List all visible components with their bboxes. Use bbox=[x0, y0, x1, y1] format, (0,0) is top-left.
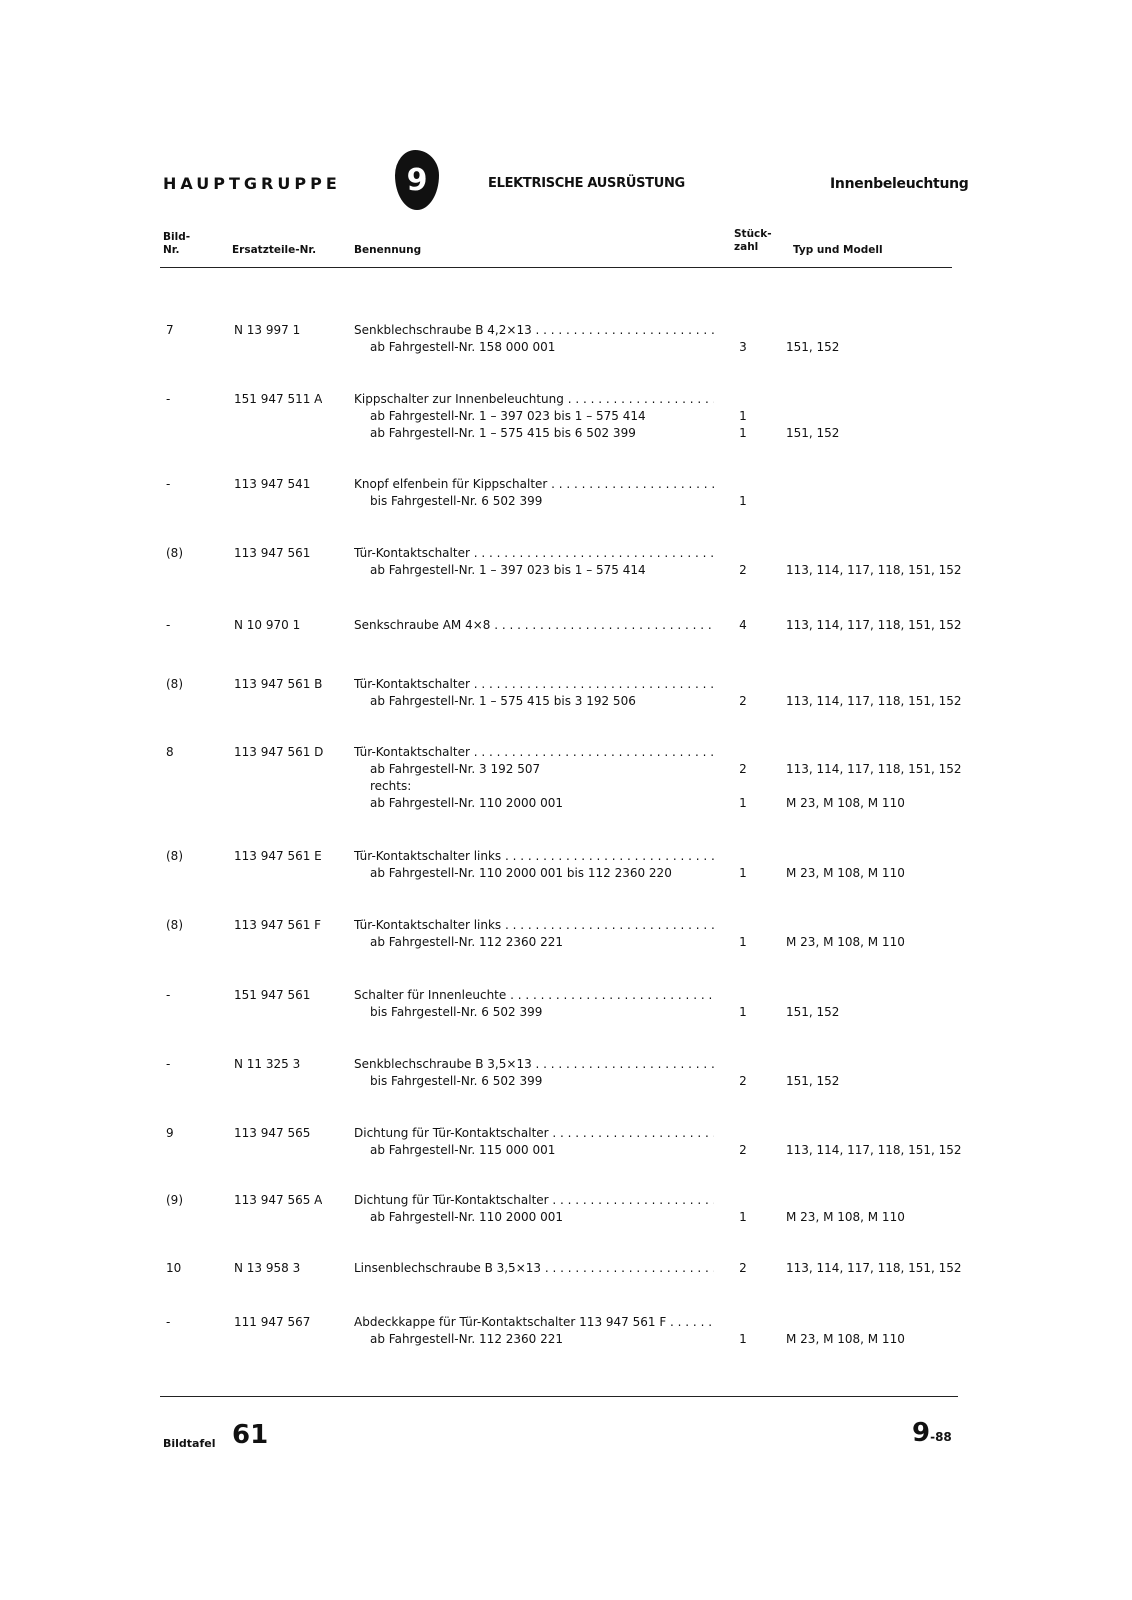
row-description-title: Tür-Kontaktschalter links . . . bbox=[354, 848, 714, 865]
row-quantity bbox=[736, 1314, 750, 1348]
row-bild-nr: 8 bbox=[166, 745, 174, 759]
row-description bbox=[354, 322, 714, 356]
row-description bbox=[354, 476, 714, 510]
row-models-value: M 23, M 108, M 110 bbox=[786, 1332, 905, 1346]
row-models-value: M 23, M 108, M 110 bbox=[786, 935, 905, 949]
row-quantity-value bbox=[736, 1314, 750, 1331]
col-header-stueck-line2: zahl bbox=[734, 241, 759, 253]
row-quantity bbox=[736, 676, 750, 710]
row-description bbox=[354, 917, 714, 951]
row-models-value: M 23, M 108, M 110 bbox=[786, 1210, 905, 1224]
row-quantity-value bbox=[736, 322, 750, 339]
row-models bbox=[786, 1192, 905, 1226]
row-description-detail: ab Fahrgestell-Nr. 158 000 001 bbox=[370, 340, 556, 354]
row-description bbox=[354, 545, 714, 579]
row-description-detail: ab Fahrgestell-Nr. 112 2360 221 bbox=[370, 1332, 564, 1346]
row-models-value: 113, 114, 117, 118, 151, 152 bbox=[786, 694, 962, 708]
row-models bbox=[786, 1056, 839, 1090]
row-models bbox=[786, 744, 962, 812]
row-description-detail: ab Fahrgestell-Nr. 110 2000 001 bbox=[370, 796, 564, 810]
row-description bbox=[354, 1314, 714, 1348]
row-quantity bbox=[736, 545, 750, 579]
row-quantity bbox=[736, 1056, 750, 1090]
row-bild-nr: - bbox=[166, 988, 171, 1002]
row-quantity-value: 1 bbox=[739, 1210, 747, 1224]
row-quantity-value bbox=[736, 476, 750, 493]
row-models-value bbox=[786, 391, 839, 408]
row-quantity-value: 2 bbox=[739, 1143, 747, 1157]
plate-label: Bildtafel bbox=[163, 1437, 216, 1450]
row-description-detail: bis Fahrgestell-Nr. 6 502 399 bbox=[370, 1074, 543, 1088]
row-models bbox=[786, 1314, 905, 1348]
row-description-title: Abdeckkappe für Tür-Kontaktschalter 113 947 561 F . . . bbox=[354, 1314, 714, 1331]
row-bild-nr: (8) bbox=[166, 546, 183, 560]
row-quantity bbox=[736, 1192, 750, 1226]
row-quantity-value bbox=[736, 1125, 750, 1142]
row-quantity-value bbox=[736, 987, 750, 1004]
row-description-title: Linsenblechschraube B 3,5×13 . . . bbox=[354, 1260, 714, 1277]
row-models-value: 113, 114, 117, 118, 151, 152 bbox=[786, 563, 962, 577]
row-bild-nr: (9) bbox=[166, 1193, 183, 1207]
row-models-value bbox=[786, 1125, 962, 1142]
footer-divider bbox=[160, 1396, 958, 1397]
row-description-title: Senkblechschraube B 3,5×13 . . . bbox=[354, 1056, 714, 1073]
row-models-value bbox=[786, 676, 962, 693]
row-quantity-value bbox=[736, 744, 750, 761]
row-description-title: Knopf elfenbein für Kippschalter . . . bbox=[354, 476, 714, 493]
row-quantity bbox=[736, 917, 750, 951]
row-description bbox=[354, 676, 714, 710]
row-quantity bbox=[736, 987, 750, 1021]
row-models bbox=[786, 322, 839, 356]
row-models-value bbox=[786, 408, 839, 425]
row-models-value: 113, 114, 117, 118, 151, 152 bbox=[786, 1261, 962, 1275]
row-quantity bbox=[736, 744, 750, 812]
row-models bbox=[786, 545, 962, 579]
row-models bbox=[786, 987, 839, 1021]
row-quantity-value: 2 bbox=[739, 694, 747, 708]
row-bild-nr: - bbox=[166, 618, 171, 632]
row-quantity-value bbox=[736, 676, 750, 693]
row-part-number: 151 947 511 A bbox=[234, 392, 323, 406]
col-header-stueck bbox=[734, 228, 772, 254]
row-description-title: Dichtung für Tür-Kontaktschalter . . . bbox=[354, 1125, 714, 1142]
row-part-number: 113 947 565 bbox=[234, 1126, 311, 1140]
row-part-number: 113 947 541 bbox=[234, 477, 311, 491]
row-part-number: N 11 325 3 bbox=[234, 1057, 301, 1071]
row-quantity-value: 2 bbox=[739, 1261, 747, 1275]
col-header-benennung: Benennung bbox=[354, 244, 422, 256]
row-part-number: 113 947 561 E bbox=[234, 849, 322, 863]
row-models-value: 151, 152 bbox=[786, 1005, 840, 1019]
plate-number: 61 bbox=[232, 1420, 269, 1450]
row-quantity-value: 1 bbox=[739, 1332, 747, 1346]
row-models bbox=[786, 617, 962, 634]
page-number-sub: -88 bbox=[930, 1430, 952, 1444]
row-bild-nr: - bbox=[166, 1057, 171, 1071]
row-models-value bbox=[786, 545, 962, 562]
row-models-value: M 23, M 108, M 110 bbox=[786, 866, 905, 880]
row-quantity-value: 2 bbox=[739, 762, 747, 776]
row-bild-nr: (8) bbox=[166, 677, 183, 691]
page-number bbox=[912, 1418, 952, 1448]
row-quantity-value: 1 bbox=[739, 494, 747, 508]
section-title: ELEKTRISCHE AUSRÜSTUNG bbox=[488, 176, 685, 191]
row-quantity-value bbox=[736, 917, 750, 934]
row-bild-nr: 10 bbox=[166, 1261, 182, 1275]
row-models bbox=[786, 676, 962, 710]
row-models-value: M 23, M 108, M 110 bbox=[786, 796, 905, 810]
row-quantity-value bbox=[736, 391, 750, 408]
row-description-title: Tür-Kontaktschalter . . . bbox=[354, 545, 714, 562]
row-bild-nr: - bbox=[166, 392, 171, 406]
row-description-title: Schalter für Innenleuchte . . . bbox=[354, 987, 714, 1004]
row-part-number: 113 947 561 F bbox=[234, 918, 322, 932]
row-models-value bbox=[786, 322, 839, 339]
row-models-value bbox=[786, 778, 962, 795]
row-quantity-value bbox=[736, 545, 750, 562]
row-description-detail: bis Fahrgestell-Nr. 6 502 399 bbox=[370, 494, 543, 508]
row-description bbox=[354, 391, 714, 442]
row-part-number: 151 947 561 bbox=[234, 988, 311, 1002]
row-quantity-value bbox=[736, 1056, 750, 1073]
row-part-number: 113 947 561 D bbox=[234, 745, 324, 759]
row-description-title: Tür-Kontaktschalter . . . bbox=[354, 744, 714, 761]
row-bild-nr: 9 bbox=[166, 1126, 174, 1140]
row-description bbox=[354, 987, 714, 1021]
row-part-number: 111 947 567 bbox=[234, 1315, 311, 1329]
row-description-detail: ab Fahrgestell-Nr. 1 – 397 023 bis 1 – 575 414 bbox=[370, 409, 646, 423]
row-bild-nr: 7 bbox=[166, 323, 174, 337]
row-description bbox=[354, 744, 714, 812]
page-number-main: 9 bbox=[912, 1418, 931, 1448]
row-quantity-value: 4 bbox=[739, 618, 747, 632]
row-models bbox=[786, 1260, 962, 1277]
row-quantity-value bbox=[736, 778, 750, 795]
row-quantity bbox=[736, 1125, 750, 1159]
row-quantity-value: 2 bbox=[739, 1074, 747, 1088]
row-quantity-value: 1 bbox=[739, 426, 747, 440]
row-description-detail: rechts: bbox=[370, 779, 412, 793]
col-header-bild-line2: Nr. bbox=[163, 244, 180, 256]
row-bild-nr: (8) bbox=[166, 849, 183, 863]
row-quantity-value: 1 bbox=[739, 409, 747, 423]
row-quantity bbox=[736, 322, 750, 356]
row-models bbox=[786, 391, 839, 442]
row-models-value: 113, 114, 117, 118, 151, 152 bbox=[786, 1143, 962, 1157]
row-part-number: 113 947 561 bbox=[234, 546, 311, 560]
row-quantity bbox=[736, 391, 750, 442]
row-bild-nr: - bbox=[166, 477, 171, 491]
row-models-value: 151, 152 bbox=[786, 1074, 840, 1088]
row-bild-nr: (8) bbox=[166, 918, 183, 932]
row-quantity-value: 2 bbox=[739, 563, 747, 577]
col-header-ersatz: Ersatzteile-Nr. bbox=[232, 244, 317, 256]
row-models bbox=[786, 917, 905, 951]
row-description-detail: ab Fahrgestell-Nr. 115 000 001 bbox=[370, 1143, 556, 1157]
group-label: HAUPTGRUPPE bbox=[163, 174, 341, 193]
row-quantity bbox=[736, 617, 750, 634]
row-part-number: N 13 997 1 bbox=[234, 323, 301, 337]
row-part-number: 113 947 561 B bbox=[234, 677, 323, 691]
row-models-value: 113, 114, 117, 118, 151, 152 bbox=[786, 618, 962, 632]
row-quantity-value: 3 bbox=[739, 340, 747, 354]
group-number-badge bbox=[395, 150, 439, 210]
row-description-detail: ab Fahrgestell-Nr. 110 2000 001 bis 112 2360 220 bbox=[370, 866, 672, 880]
col-header-stueck-line1: Stück- bbox=[734, 228, 772, 240]
row-description-detail: ab Fahrgestell-Nr. 3 192 507 bbox=[370, 762, 541, 776]
col-header-bild-line1: Bild- bbox=[163, 231, 191, 243]
row-description-detail: ab Fahrgestell-Nr. 110 2000 001 bbox=[370, 1210, 564, 1224]
row-description-title: Dichtung für Tür-Kontaktschalter . . . bbox=[354, 1192, 714, 1209]
row-models-value bbox=[786, 744, 962, 761]
row-description-title: Tür-Kontaktschalter links . . . bbox=[354, 917, 714, 934]
row-description bbox=[354, 1260, 714, 1277]
col-header-typ: Typ und Modell bbox=[793, 244, 883, 256]
row-models-value bbox=[786, 1056, 839, 1073]
row-models-value: 151, 152 bbox=[786, 340, 840, 354]
row-quantity-value bbox=[736, 1192, 750, 1209]
col-header-bild bbox=[163, 231, 190, 257]
row-quantity-value bbox=[736, 848, 750, 865]
row-description-detail: ab Fahrgestell-Nr. 1 – 575 415 bis 3 192 506 bbox=[370, 694, 636, 708]
row-models-value bbox=[786, 987, 839, 1004]
row-description-title: Tür-Kontaktschalter . . . bbox=[354, 676, 714, 693]
row-part-number: N 13 958 3 bbox=[234, 1261, 301, 1275]
row-quantity bbox=[736, 1260, 750, 1277]
row-description-detail: ab Fahrgestell-Nr. 112 2360 221 bbox=[370, 935, 564, 949]
header-divider bbox=[160, 267, 952, 268]
row-models-value: 113, 114, 117, 118, 151, 152 bbox=[786, 762, 962, 776]
row-description-title: Senkschraube AM 4×8 . . . bbox=[354, 617, 714, 634]
row-quantity-value: 1 bbox=[739, 796, 747, 810]
row-description-title: Kippschalter zur Innenbeleuchtung . . . bbox=[354, 391, 714, 408]
row-description-detail: ab Fahrgestell-Nr. 1 – 575 415 bis 6 502 399 bbox=[370, 426, 636, 440]
row-models-value bbox=[786, 848, 905, 865]
row-description-title: Senkblechschraube B 4,2×13 . . . bbox=[354, 322, 714, 339]
row-models-value bbox=[786, 1314, 905, 1331]
group-number: 9 bbox=[406, 162, 428, 198]
row-description bbox=[354, 848, 714, 882]
row-quantity-value: 1 bbox=[739, 935, 747, 949]
row-models bbox=[786, 848, 905, 882]
row-description-detail: bis Fahrgestell-Nr. 6 502 399 bbox=[370, 1005, 543, 1019]
row-models-value bbox=[786, 1192, 905, 1209]
row-part-number: 113 947 565 A bbox=[234, 1193, 323, 1207]
row-bild-nr: - bbox=[166, 1315, 171, 1329]
row-description bbox=[354, 1056, 714, 1090]
row-models bbox=[786, 1125, 962, 1159]
row-quantity-value: 1 bbox=[739, 866, 747, 880]
row-models-value bbox=[786, 917, 905, 934]
row-quantity bbox=[736, 476, 750, 510]
row-models-value: 151, 152 bbox=[786, 426, 840, 440]
subsection-title: Innenbeleuchtung bbox=[830, 176, 969, 192]
row-description bbox=[354, 1125, 714, 1159]
row-description-detail: ab Fahrgestell-Nr. 1 – 397 023 bis 1 – 575 414 bbox=[370, 563, 646, 577]
row-quantity bbox=[736, 848, 750, 882]
row-description bbox=[354, 1192, 714, 1226]
row-part-number: N 10 970 1 bbox=[234, 618, 301, 632]
row-quantity-value: 1 bbox=[739, 1005, 747, 1019]
row-description bbox=[354, 617, 714, 634]
